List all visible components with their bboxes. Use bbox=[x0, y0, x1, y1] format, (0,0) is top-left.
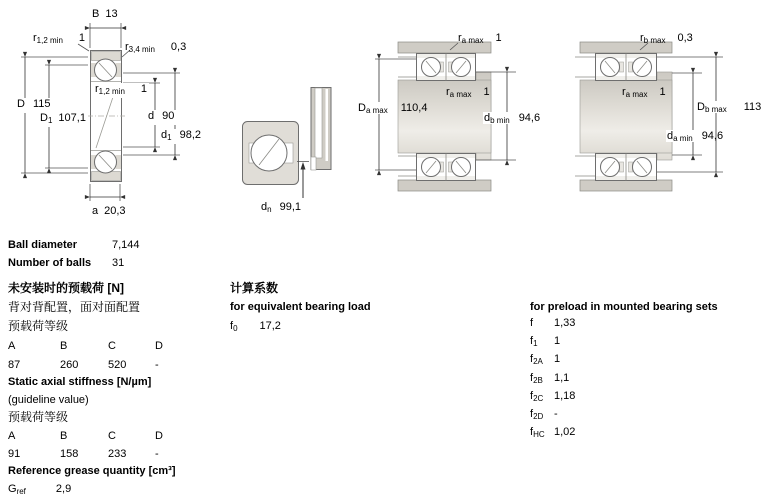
table-cell: 260 bbox=[60, 359, 79, 371]
dim-label-B: B 13 bbox=[92, 8, 118, 20]
factor-value: 1 bbox=[554, 353, 561, 365]
bearing-pair-lower bbox=[417, 154, 476, 181]
factor-value: 1,33 bbox=[554, 317, 576, 329]
table-cell: D bbox=[155, 430, 163, 442]
dim-label-Db-max: $D_{b max}$ 113 bbox=[697, 101, 762, 114]
dim-label-db-min: $d_{b min}$ 94,6 bbox=[484, 112, 541, 125]
spacer-ring-section bbox=[311, 88, 331, 171]
dim-label-r12-inner: $r_{1,2 min}$ 1 bbox=[95, 83, 148, 96]
preload-sets-header: for preload in mounted bearing sets bbox=[530, 301, 718, 313]
table-cell: C bbox=[108, 340, 116, 352]
dim-label-dn: $d_n$ 99,1 bbox=[261, 201, 301, 214]
stiffness-header: Static axial stiffness [N/µm] bbox=[8, 376, 152, 388]
stiffness-class-header-row bbox=[8, 430, 175, 442]
factor-row-f2B: $f_{2B}$ 1,1 bbox=[530, 372, 570, 385]
dim-label-r34: $r_{3,4 min}$ 0,3 bbox=[125, 41, 187, 54]
table-cell: A bbox=[8, 340, 16, 352]
factor-row-f2A: $f_{2A}$ 1 bbox=[530, 353, 561, 366]
grease-quantity-row bbox=[8, 483, 71, 498]
table-cell: - bbox=[155, 448, 159, 460]
ball-diameter-value: 7,144 bbox=[112, 239, 140, 251]
unmounted-preload-header: 未安装时的预载荷 [N] bbox=[8, 281, 124, 295]
ball-diameter-label: Ball diameter bbox=[8, 239, 78, 251]
stiffness-note: (guideline value) bbox=[8, 394, 89, 406]
preload-value-row bbox=[8, 359, 175, 371]
dim-label-rb-max-top: $r_{b max}$ 0,3 bbox=[640, 32, 693, 45]
dim-label-ra-max-mid-b: $r_{a max}$ 1 bbox=[622, 86, 666, 99]
dim-label-da-min: $d_{a min}$ 94,6 bbox=[667, 130, 724, 143]
factor-value: 1,02 bbox=[554, 426, 576, 438]
dim-label-d: d 90 bbox=[146, 110, 176, 125]
f0-value: 17,2 bbox=[259, 320, 281, 332]
bearing-pair-upper bbox=[596, 54, 657, 81]
factor-value: 1 bbox=[554, 335, 561, 347]
dim-label-ra-max-top-a: $r_{a max}$ 1 bbox=[458, 32, 502, 45]
factor-row-f2C: $f_{2C}$ 1,18 bbox=[530, 390, 576, 403]
bearing-side-section bbox=[243, 122, 299, 185]
preload-class-line: 预载荷等级 bbox=[8, 319, 69, 333]
factor-value: 1,1 bbox=[554, 372, 570, 384]
grease-value: 2,9 bbox=[55, 483, 72, 495]
dim-label-Da-max: $D_{a max}$ 110,4 bbox=[358, 102, 428, 115]
abutment-diagram bbox=[230, 75, 345, 220]
table-cell: C bbox=[108, 430, 116, 442]
table-cell: B bbox=[60, 430, 68, 442]
table-cell: 520 bbox=[108, 359, 127, 371]
preload-arrangement-line: 背对背配置，面对面配置 bbox=[8, 300, 141, 314]
bearing-pair-upper bbox=[417, 54, 476, 81]
table-cell: D bbox=[155, 340, 163, 352]
dim-label-a: a 20,3 bbox=[92, 205, 126, 217]
factor-value: 1,18 bbox=[554, 390, 576, 402]
bearing-pair-lower bbox=[596, 154, 657, 181]
table-cell: B bbox=[60, 340, 68, 352]
table-cell: 87 bbox=[8, 359, 21, 371]
grease-symbol: $G_{ref}$ bbox=[8, 483, 26, 496]
f0-symbol: $f_0$ bbox=[230, 320, 238, 333]
table-cell: 233 bbox=[108, 448, 127, 460]
factor-value: - bbox=[554, 408, 558, 420]
stiffness-class-line: 预载荷等级 bbox=[8, 410, 69, 424]
factor-row-fHC: $f_{HC}$ 1,02 bbox=[530, 426, 576, 439]
factor-row-f2D: $f_{2D}$ - bbox=[530, 408, 558, 421]
table-cell: 91 bbox=[8, 448, 21, 460]
table-cell: A bbox=[8, 430, 16, 442]
dim-label-D1: $D_1$ 107,1 bbox=[40, 112, 86, 125]
number-of-balls-label: Number of balls bbox=[8, 257, 92, 269]
dim-label-d1: $d_1$ 98,2 bbox=[161, 129, 201, 142]
stiffness-value-row bbox=[8, 448, 175, 460]
grease-quantity-header: Reference grease quantity [cm³] bbox=[8, 465, 176, 477]
equiv-load-header: for equivalent bearing load bbox=[230, 301, 371, 313]
f0-row bbox=[230, 320, 281, 335]
preload-class-header-row bbox=[8, 340, 175, 352]
factor-row-f: f 1,33 bbox=[530, 317, 576, 329]
dim-label-r12-top: $r_{1,2 min}$ 1 bbox=[33, 32, 86, 45]
table-cell: - bbox=[155, 359, 159, 371]
calc-factors-header: 计算系数 bbox=[230, 281, 279, 295]
factor-row-f1: $f_1$ 1 bbox=[530, 335, 561, 348]
dim-label-D: D 115 bbox=[15, 98, 53, 113]
table-cell: 158 bbox=[60, 448, 79, 460]
number-of-balls-value: 31 bbox=[112, 257, 125, 269]
bearing-section-body bbox=[87, 51, 125, 182]
dim-label-ra-max-mid-a: $r_{a max}$ 1 bbox=[446, 86, 490, 99]
